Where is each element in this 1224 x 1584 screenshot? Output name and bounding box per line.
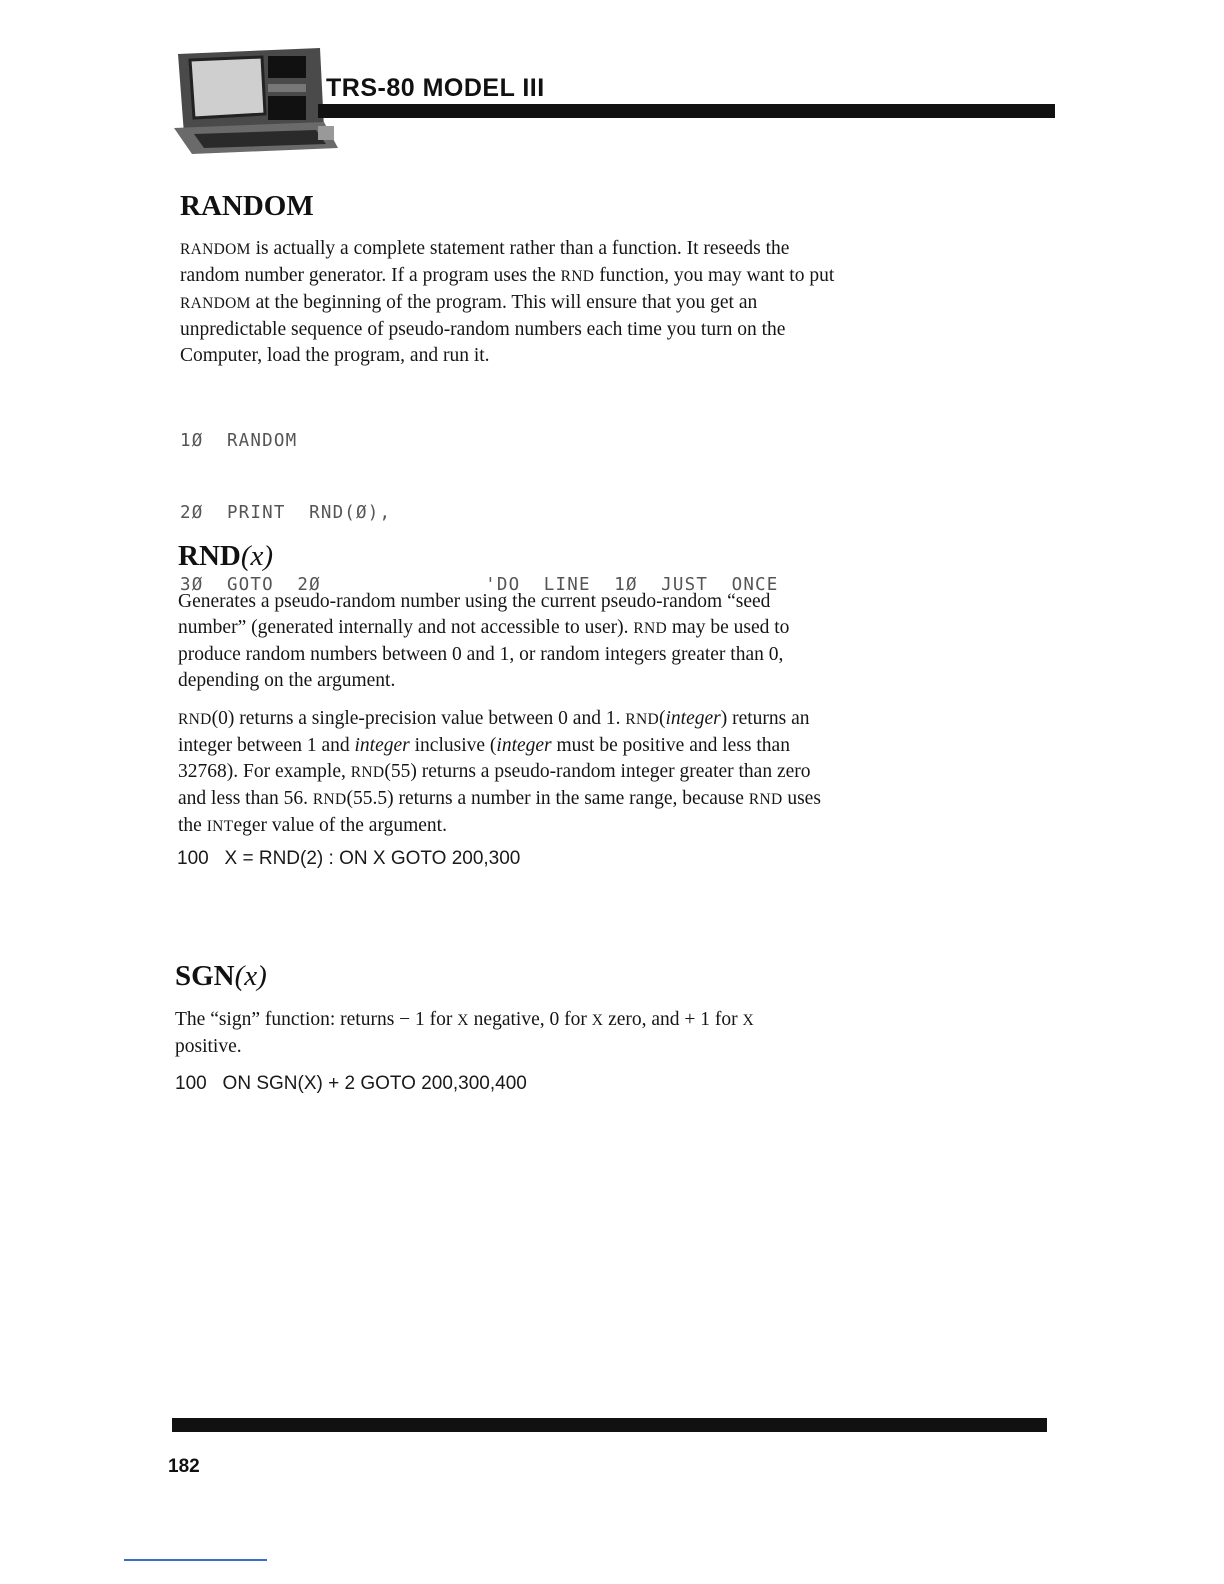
inline-keyword: RND [560, 268, 595, 285]
sgn-desc-line-2: positive. [175, 1036, 242, 1057]
rnd-code-example: 100 X = RND(2) : ON X GOTO 200,300 [177, 848, 521, 869]
text-run: uses [782, 788, 821, 809]
inline-keyword: INT [206, 818, 234, 835]
rnd-detail-line-5 [178, 813, 918, 840]
text-run: ( [658, 708, 666, 729]
rnd-details [178, 706, 918, 840]
rnd-detail-line-1 [178, 706, 918, 733]
text-run: must be positive and less than [551, 735, 790, 756]
random-description [180, 236, 920, 369]
italic-term: integer [496, 735, 552, 756]
rnd-detail-line-2 [178, 733, 918, 759]
text-run: number” (generated internally and not accessible to user). [178, 617, 634, 638]
text-run: (0) returns a single-precision value between 0 and 1. [211, 708, 626, 729]
rnd-section-title [178, 540, 273, 573]
header-title: TRS-80 MODEL III [326, 74, 545, 102]
code-line: 2Ø PRINT RND(Ø), [180, 503, 392, 523]
text-run: is actually a complete statement rather than a function. It reseeds the [250, 238, 790, 259]
page-number: 182 [168, 1456, 200, 1477]
text-run: Computer, load the program, and run it. [180, 345, 490, 366]
inline-keyword: RND [350, 764, 385, 781]
random-desc-line-4 [180, 317, 920, 343]
random-desc-line-5 [180, 343, 920, 369]
text-run: (55.5) returns a number in the same range, because [346, 788, 749, 809]
text-run: The “sign” function: returns − 1 for [175, 1009, 458, 1030]
text-run: ) returns an [720, 708, 810, 729]
sgn-section-title [175, 960, 267, 993]
inline-keyword: RND [633, 620, 667, 637]
rnd-desc-line-2 [178, 615, 918, 642]
text-run: depending on the argument. [178, 670, 396, 691]
text-run: at the beginning of the program. This will ensure that you get an [250, 292, 758, 313]
inline-keyword: X [742, 1012, 755, 1029]
sgn-title-arg: (x) [234, 960, 267, 992]
text-run: unpredictable sequence of pseudo-random numbers each time you turn on the [180, 319, 786, 340]
text-run: eger value of the argument. [233, 815, 447, 836]
header-rule [318, 104, 1055, 118]
random-code-listing [180, 381, 779, 621]
rnd-title-arg: (x) [240, 540, 274, 572]
trs80-computer-icon [170, 44, 340, 156]
text-run: may be used to [667, 617, 790, 638]
sgn-desc-line-1 [175, 1007, 915, 1034]
inline-keyword: RANDOM [180, 295, 251, 312]
inline-keyword: X [457, 1012, 469, 1029]
bottom-accent-line [124, 1559, 267, 1561]
rnd-detail-line-3 [178, 759, 918, 786]
random-desc-line-3 [180, 290, 920, 317]
text-run: Generates a pseudo-random number using the current pseudo-random “seed [178, 591, 771, 612]
inline-keyword: RND [178, 711, 212, 728]
inline-keyword: RND [625, 711, 659, 728]
inline-keyword: RND [748, 791, 783, 808]
rnd-desc-line-3 [178, 642, 918, 668]
sgn-description [175, 1007, 915, 1060]
text-run: (55) returns a pseudo-random integer greater than zero [384, 761, 811, 782]
text-run: function, you may want to put [594, 265, 835, 286]
random-desc-line-1 [180, 236, 920, 263]
sgn-code-example: 100 ON SGN(X) + 2 GOTO 200,300,400 [175, 1073, 527, 1094]
text-run: produce random numbers between 0 and 1, or random integers greater than 0, [178, 644, 784, 665]
italic-term: integer [354, 735, 410, 756]
italic-term: integer [665, 708, 721, 729]
text-run: negative, 0 for [468, 1009, 592, 1030]
text-run: and less than 56. [178, 788, 313, 809]
inline-keyword: RND [312, 791, 347, 808]
text-run: inclusive ( [409, 735, 497, 756]
rnd-desc-line-4 [178, 668, 918, 694]
random-section-title [180, 190, 314, 223]
inline-keyword: RANDOM [180, 241, 251, 258]
rnd-description [178, 589, 918, 694]
rnd-title-text: RND [178, 540, 241, 572]
code-line: 3Ø GOTO 2Ø 'DO LINE 1Ø JUST ONCE [180, 575, 779, 595]
text-run: random number generator. If a program uses the [180, 265, 561, 286]
footer-rule [172, 1418, 1047, 1432]
rnd-detail-line-4 [178, 786, 918, 813]
code-line: 1Ø RANDOM [180, 431, 298, 451]
sgn-title-text: SGN [175, 960, 235, 992]
rnd-desc-line-1 [178, 589, 918, 615]
inline-keyword: X [591, 1012, 604, 1029]
text-run: integer between 1 and [178, 735, 355, 756]
random-title-text: RANDOM [180, 190, 314, 222]
text-run: 32768). For example, [178, 761, 351, 782]
text-run: the [178, 815, 207, 836]
random-desc-line-2 [180, 263, 920, 290]
text-run: zero, and + 1 for [603, 1009, 743, 1030]
